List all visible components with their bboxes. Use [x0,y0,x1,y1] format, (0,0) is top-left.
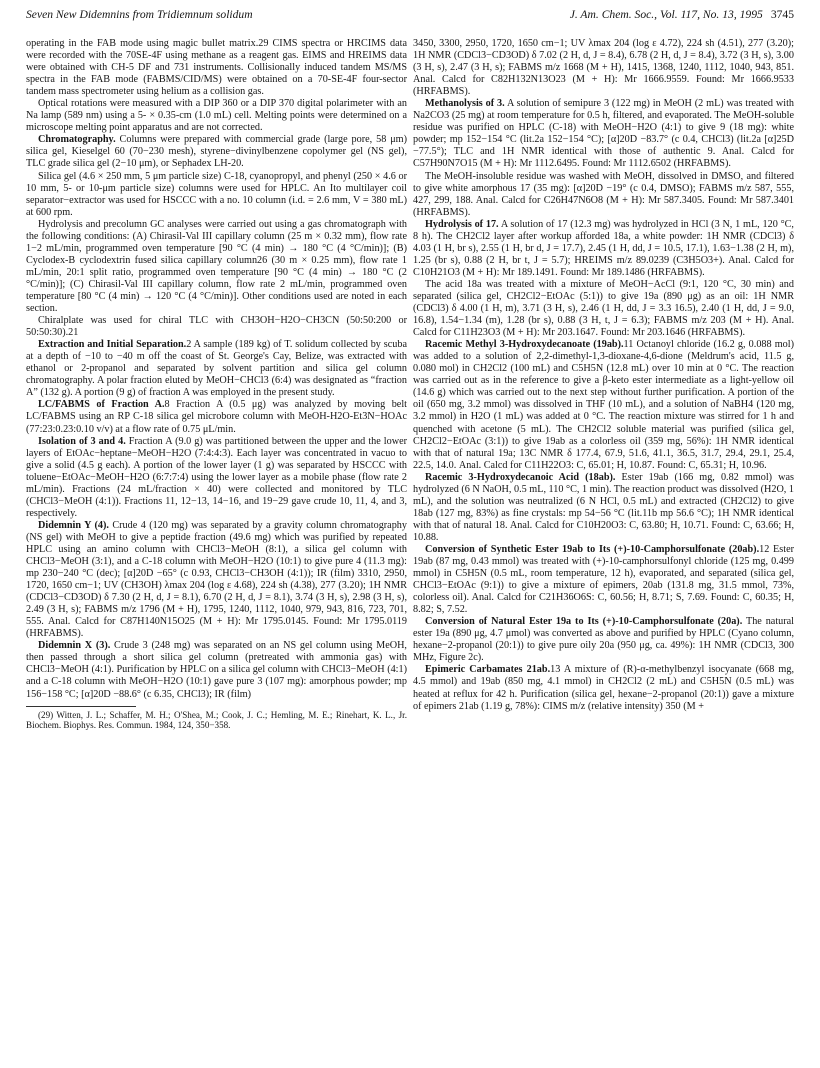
paragraph-text: Columns were prepared with commercial grade (large pore, 58 μm) silica gel, Kieselgel 60 (70−230 mesh), styrene−divinylbenzene copolymer gel (NS gel), TLC grade silica gel (2−10 μm), or Sephadex LH-20. [26,134,407,170]
section-heading: Didemnin Y (4). [38,519,109,531]
footnote-divider [26,706,136,707]
paragraph [26,399,407,435]
paragraph [413,664,794,712]
paragraph-text: 11 Octanoyl chloride (16.2 g, 0.088 mol) was added to a solution of 2,2-dimethyl-1,3-dioxane-4,6-dione (Meldrum's acid, 11.5 g, 0.080 mol) in CH2Cl2 (100 mL) and C5H5N (12.8 mL) over 10 min at 0 °C. The reaction was carried out as in the reference to give a β-keto ester intermediate as a light-yellow oil (14.6 g) which was carried out to the next step without further purification. A portion of the oil (650 mg, 3.2 mmol) was dissolved in THF (10 mL), and a solution of NaBH4 (120 mg, 3.2 mmol) in H2O (1 mL) was added at 0 °C. The reaction mixture was stirred for 1 h and quenched with acetone (5 mL). The CH2Cl2 soluble material was purified (silica gel, CH2Cl2−EtOAc (3:1)) to give 19ab as a colorless oil (359 mg, 56%): 1H NMR identical with that of natural 19a; 13C NMR δ 177.4, 67.9, 51.6, 41.1, 36.5, 31.7, 29.4, 29.1, 25.4, 22.5, 14.0. Anal. Calcd for C11H22O3: C, 65.01; H, 10.87. Found: C, 65.31; H, 10.96. [413,339,794,471]
paragraph: The MeOH-insoluble residue was washed with MeOH, dissolved in DMSO, and filtered to give white amorphous 17 (35 mg): [α]20D −19° (c 0.4, DMSO); FABMS m/z 587, 555, 427, 299, 188. Anal. Calcd for C26H47N6O8 (M + H): Mr 587.3405. Found: Mr 587.3401 (HRFABMS). [413,170,794,218]
paragraph: Hydrolysis and precolumn GC analyses were carried out using a gas chromatograph with the following conditions: (A) Chirasil-Val III capillary column (25 m × 0.32 mm), flow rate 1−2 mL/min, programmed oven temperature [90 °C (4 min) → 180 °C (4 °C/min)]; (B) Cyclodex-B cyclodextrin fused silica capillary column26 (30 m × 0.25 mm), flow rate 1 mL/min, 20:1 split ratio, programmed oven temperature [90 °C (4 min) → 180 °C (2 °C/min)]; (C) Chirasil-Val III capillary column, flow rate 2 mL/min, programmed oven temperature [80 °C (4 min) → 120 °C (4 °C/min)]. Other conditions used are noted in each section. [26,218,407,315]
section-heading: Epimeric Carbamates 21ab. [425,664,551,676]
paragraph-text: Crude 3 (248 mg) was separated on an NS gel column using MeOH, then passed through a short silica gel column (pretreated with ammonia gas) with CHCl3−MeOH (4:1). Purification by HPLC on a silica gel column with CHCl3−MeOH (4:1) and a C-18 column with MeOH−H2O (10:1) gave pure 3 (107 mg): amorphous powder; mp 156−158 °C; [α]20D −88.6° (c 6.35, CHCl3); IR (film) [26,640,407,700]
paragraph-text: Crude 4 (120 mg) was separated by a gravity column chromatography (NS gel) with MeOH to give a peptide fraction (49.6 mg) which was purified by repeated HPLC using an amino column with CHCl3−MeOH (8:1), a silica gel column with CHCl3−MeOH (3:1), and a C-18 column with MeOH−H2O (10:1) to give pure 4 (11.3 mg): mp 230−240 °C (dec); [α]20D −65° (c 0.93, CHCl3−CH3OH (4:1)); IR (film) 3310, 2950, 1720, 1650 cm−1; UV (CH3OH) λmax 204 (log ε 4.68), 224 sh (4.38), 277 (3.20); 1H NMR (CDCl3−CD3OD) δ 7.30 (2 H, d, J = 8.1), 6.70 (2 H, d, J = 8.1), 3.74 (3 H, s), 2.98 (3 H, s), 2.49 (3 H, s); FABMS m/z 1796 (M + H), 1795, 1240, 1112, 1040, 979, 943, 816, 723, 701, 555. Anal. Calcd for C87H140N15O25 (M + H): Mr 1795.0145. Found: Mr 1795.0119 (HRFABMS). [26,519,407,640]
paragraph [26,520,407,640]
paragraph [413,98,794,170]
paragraph-text: 13 A mixture of (R)-α-methylbenzyl isocyanate (668 mg, 4.5 mmol) and 19ab (850 mg, 4.1 mmol) in CH2Cl2 (2 mL) and C5H5N (0.5 mL) was heated at reflux for 42 h. Purification (silica gel, hexane−2-propanol (20:1)) gave a mixture of epimers 21ab (1.19 g, 78%): CIMS m/z (relative intensity) 350 (M + [413,664,795,712]
paragraph [413,472,794,544]
paragraph-text: A solution of semipure 3 (122 mg) in MeOH (2 mL) was treated with Na2CO3 (25 mg) at room temperature for 0.5 h, filtered, and evaporated. The MeOH-soluble residue was purified on HPLC (C-18) with MeOH−H2O (4:1) to give 9 (18 mg): white powder; mp 152−154 °C (lit.2a 152−154 °C); [α]20D −83.7° (c 0.4, CHCl3) (lit.2a [α]25D −77.5°); TLC and 1H NMR identical with those of authentic 9. Anal. Calcd for C57H90N7O15 (M + H): Mr 1112.6495. Found: Mr 1112.6502 (HRFABMS). [413,98,795,170]
journal-citation [570,8,794,21]
paragraph [413,544,794,616]
paragraph [26,339,407,399]
running-title: Seven New Didemnins from Tridiemnum solidum [26,8,253,21]
paragraph: Silica gel (4.6 × 250 mm, 5 μm particle size) C-18, cyanopropyl, and phenyl (250 × 4.6 or 10 mm, 5- or 10-μm particle size) columns were used for HPLC. An Ito multilayer coil separator−extractor was used for HSCCC with a no. 10 column (i.d. = 2.6 mm, V = 380 mL) at 600 rpm. [26,170,407,218]
paragraph: 3450, 3300, 2950, 1720, 1650 cm−1; UV λmax 204 (log ε 4.72), 224 sh (4.51), 277 (3.20); 1H NMR (CDCl3−CD3OD) δ 7.02 (2 H, d, J = 8.4), 6.78 (2 H, d, J = 8.4), 3.72 (3 H, s), 3.00 (3 H, s), 2.47 (3 H, s); FABMS m/z 1668 (M + H), 1415, 1368, 1240, 1112, 1040, 943, 851. Anal. Calcd for C82H132N13O23 (M + H): Mr 1666.9559. Found: Mr 1666.9533 (HRFABMS). [413,38,794,98]
paragraph [413,616,794,664]
paragraph: The acid 18a was treated with a mixture of MeOH−AcCl (9:1, 120 °C, 30 min) and separated (silica gel, CH2Cl2−EtOAc (5:1)) to give 19a (890 μg) as an oil: 1H NMR (CDCl3) δ 4.00 (1 H, m), 3.71 (3 H, s), 2.46 (1 H, dd, J = 3.3 16.5), 2.40 (1 H, dd, J = 9.0, 16.8), 1.54−1.34 (m), 1.28 (br s), 0.88 (3 H, t, J = 6.3); FABMS m/z 203 (M + H). Anal. Calcd for C11H23O3 (M + H): Mr 203.1647. Found: Mr 203.1646 (HRFABMS). [413,278,794,339]
section-heading: Didemnin X (3). [38,640,111,652]
paragraph-text: Ester 19ab (166 mg, 0.82 mmol) was hydrolyzed (6 N NaOH, 0.5 mL, 110 °C, 1 min). The reaction product was dissolved (H2O, 1 mL), and the solution was neutralized (6 N HCl, 0.5 mL) and extracted (CH2Cl2) to give 18ab (127 mg, 83%) as fine crystals: mp 54−56 °C (lit.11b mp 56.6 °C); 1H NMR identical with that of natural 18. Anal. Calcd for C10H20O3: C, 63.80; H, 10.71. Found: C, 63.66; H, 10.88. [413,471,794,543]
paragraph-text: The natural ester 19a (890 μg, 4.7 μmol) was converted as above and purified by HPLC (Cyano column, hexane−2-propanol (20:1)) to give pure oily 20a (950 μg, ca. 49%): 1H NMR (CDCl3, 300 MHz, Figure 2c). [413,616,794,664]
right-column [413,38,794,713]
section-heading: Racemic 3-Hydroxydecanoic Acid (18ab). [425,471,616,483]
section-heading: Hydrolysis of 17. [425,218,499,230]
section-heading: Extraction and Initial Separation. [38,339,187,351]
paragraph: operating in the FAB mode using magic bullet matrix.29 CIMS spectra or HRCIMS data were recorded with the 70SE-4F using methane as a reagent gas. EIMS and HREIMS data were obtained with CH-5 DF and 731 instruments. Collisionally induced tandem MS/MS spectra in the FAB mode (FABMS/CID/MS) were obtained on a 70-SE-4F four-sector tandem mass spectrometer using helium as a collision gas. [26,38,407,98]
section-heading: Racemic Methyl 3-Hydroxydecanoate (19ab). [425,339,624,351]
paragraph-text: 2 A sample (189 kg) of T. solidum collected by scuba at a depth of −10 to −40 m off the coast of St. George's Cay, Belize, was extracted with ethanol or 2-propanol and separated by solvent partition and silica gel column chromatography. A polar fraction eluted by MeOH−CHCl3 (6:4) was designated as “fraction A” (132 g). A portion (9 g) of fraction A was employed in the present study. [26,339,407,399]
paragraph: Chiralplate was used for chiral TLC with CH3OH−H2O−CH3CN (50:50:200 or 50:50:30).21 [26,315,407,339]
section-heading: Isolation of 3 and 4. [38,435,126,447]
paragraph [413,339,794,472]
journal-name: J. Am. Chem. Soc., Vol. 117, No. 13, 1995 [569,8,763,21]
running-header [26,8,794,24]
section-heading: LC/FABMS of Fraction A. [38,399,165,411]
paragraph [26,134,407,170]
paragraph-text: Fraction A (9.0 g) was partitioned between the upper and the lower layers of EtOAc−heptane−MeOH−H2O (7:4:4:3). Each layer was concentrated in vacuo to give a solid (4.5 g each). A portion of the lower layer (1 g) was separated by HSCCC with toluene−EtOAc−MeOH−H2O (6:7:7:4) using the lower layer as a mobile phase (flow rate 2 mL/min). Fractions (24 mL/fraction × 40) were collected and monitored by TLC (CHCl3−MeOH (4:1)). Fractions 11, 12−13, 14−16, and 19−29 gave crude 10, 11, 4, and 3, respectively. [26,435,408,519]
paragraph [26,436,407,520]
left-column [26,38,407,731]
section-heading: Conversion of Natural Ester 19a to Its (+)-10-Camphorsulfonate (20a). [425,616,743,628]
paragraph: Optical rotations were measured with a DIP 360 or a DIP 370 digital polarimeter with an Na lamp (589 nm) using a 5- × 0.35-cm (1.0 mL) cell. Melting points were determined on a microscope melting point apparatus and are not corrected. [26,98,407,134]
page-number: 3745 [770,8,794,21]
footnote: (29) Witten, J. L.; Schaffer, M. H.; O'Shea, M.; Cook, J. C.; Hemling, M. E.; Rinehart, K. L., Jr. Biochem. Biophys. Res. Commun. 1984, 124, 350−358. [26,709,407,731]
paragraph-text: A solution of 17 (12.3 mg) was hydrolyzed in HCl (3 N, 1 mL, 120 °C, 8 h). The CH2Cl2 layer after workup afforded 18a, a white powder: 1H NMR (CDCl3) δ 4.03 (1 H, br s), 2.55 (1 H, br d, J = 17.7), 2.45 (1 H, dd, J = 10.5, 17.1), 1.63−1.38 (2 H, m), 1.25 (br s), 0.88 (2 H, br t, J = 5.7); HREIMS m/z 89.0239 (C3H5O3+). Anal. Calcd for C10H21O3 (M + H): Mr 189.1491. Found: Mr 189.1486 (HRFABMS). [413,218,794,278]
section-heading: Conversion of Synthetic Ester 19ab to Its (+)-10-Camphorsulfonate (20ab). [425,543,760,555]
paragraph [26,640,407,700]
paragraph [413,219,794,279]
section-heading: Methanolysis of 3. [425,98,505,110]
section-heading: Chromatography. [38,134,116,146]
paragraph-text: 8 Fraction A (0.5 μg) was analyzed by moving belt LC/FABMS using an RP C-18 silica gel microbore column with MeOH-H2O-Et3N−HOAc (77:23:0.23:0.10 v/v) at a flow rate of 0.75 μL/min. [26,399,407,435]
paragraph-text: 12 Ester 19ab (87 mg, 0.43 mmol) was treated with (+)-10-camphorsulfonyl chloride (125 mg, 0.499 mmol) in C5H5N (0.5 mL, room temperature, 12 h), evaporated, and separated (silica gel, CHCl3−EtOAc (9:1)) to give a mixture of epimers, 20ab (131.8 mg, 31.5 mmol, 73%, colorless oil). Anal. Calcd for C21H36O6S: C, 60.56; H, 8.71; S, 7.69. Found: C, 60.35; H, 8.82; S, 7.52. [413,543,794,616]
